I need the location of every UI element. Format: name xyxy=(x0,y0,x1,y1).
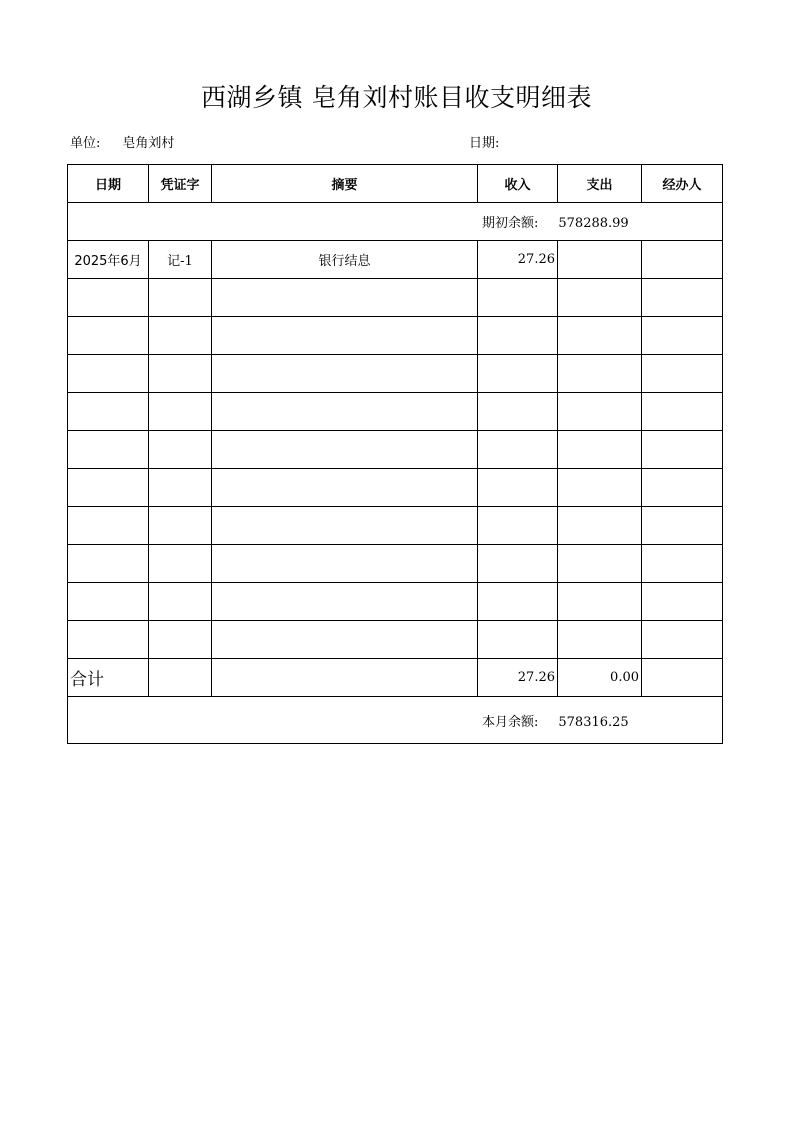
row-expense xyxy=(558,355,642,393)
row-voucher: 记-1 xyxy=(149,241,212,279)
row-date xyxy=(68,393,149,431)
row-handler xyxy=(642,583,723,621)
table-row xyxy=(68,621,723,659)
row-handler xyxy=(642,355,723,393)
ledger-table xyxy=(67,164,723,744)
row-summary xyxy=(212,507,478,545)
row-income xyxy=(478,317,558,355)
row-summary xyxy=(212,317,478,355)
date-label: 日期: xyxy=(469,136,500,151)
table-row xyxy=(68,355,723,393)
row-expense xyxy=(558,241,642,279)
row-voucher xyxy=(149,507,212,545)
row-voucher xyxy=(149,393,212,431)
row-income xyxy=(478,279,558,317)
opening-balance-label: 期初余额: xyxy=(482,216,539,231)
row-income xyxy=(478,469,558,507)
opening-balance xyxy=(68,203,723,241)
row-voucher xyxy=(149,355,212,393)
total-handler xyxy=(642,659,723,697)
total-row xyxy=(68,659,723,697)
row-income xyxy=(478,545,558,583)
row-voucher xyxy=(149,621,212,659)
table-row xyxy=(68,241,723,279)
table-row xyxy=(68,545,723,583)
row-income xyxy=(478,431,558,469)
total-summary xyxy=(212,659,478,697)
col-expense-header: 支出 xyxy=(558,165,642,203)
row-voucher xyxy=(149,469,212,507)
table-row xyxy=(68,469,723,507)
row-date xyxy=(68,279,149,317)
row-handler xyxy=(642,317,723,355)
opening-balance-row xyxy=(68,203,723,241)
row-expense xyxy=(558,393,642,431)
table-row xyxy=(68,279,723,317)
closing-balance xyxy=(68,697,723,744)
row-income xyxy=(478,583,558,621)
row-handler xyxy=(642,279,723,317)
unit-label: 单位: xyxy=(70,136,101,151)
row-income xyxy=(478,507,558,545)
row-handler xyxy=(642,621,723,659)
row-date xyxy=(68,507,149,545)
row-voucher xyxy=(149,431,212,469)
row-income xyxy=(478,393,558,431)
table-row xyxy=(68,507,723,545)
closing-balance-amount: 578316.25 xyxy=(558,714,629,730)
closing-balance-row xyxy=(68,697,723,744)
table-row xyxy=(68,431,723,469)
unit-field xyxy=(70,132,174,151)
total-income: 27.26 xyxy=(478,659,558,697)
row-summary xyxy=(212,393,478,431)
row-summary xyxy=(212,621,478,659)
row-date xyxy=(68,545,149,583)
row-expense xyxy=(558,621,642,659)
opening-balance-amount: 578288.99 xyxy=(558,216,629,231)
row-summary xyxy=(212,355,478,393)
row-summary xyxy=(212,469,478,507)
row-expense xyxy=(558,431,642,469)
row-voucher xyxy=(149,583,212,621)
col-income-header: 收入 xyxy=(478,165,558,203)
table-row xyxy=(68,583,723,621)
row-summary xyxy=(212,279,478,317)
row-summary xyxy=(212,431,478,469)
row-date xyxy=(68,621,149,659)
row-income: 27.26 xyxy=(478,241,558,279)
row-date xyxy=(68,431,149,469)
row-expense xyxy=(558,469,642,507)
col-handler-header: 经办人 xyxy=(642,165,723,203)
row-handler xyxy=(642,431,723,469)
row-handler xyxy=(642,393,723,431)
table-row xyxy=(68,317,723,355)
row-handler xyxy=(642,507,723,545)
row-handler xyxy=(642,469,723,507)
row-expense xyxy=(558,583,642,621)
row-handler xyxy=(642,241,723,279)
col-voucher-header: 凭证字 xyxy=(149,165,212,203)
col-date-header: 日期 xyxy=(68,165,149,203)
date-field xyxy=(469,132,521,151)
row-summary: 银行结息 xyxy=(212,241,478,279)
row-expense xyxy=(558,545,642,583)
header-row xyxy=(68,165,723,203)
page-title: 西湖乡镇 皂角刘村账目收支明细表 xyxy=(201,83,592,112)
total-voucher xyxy=(149,659,212,697)
unit-value: 皂角刘村 xyxy=(122,136,175,151)
row-expense xyxy=(558,507,642,545)
row-voucher xyxy=(149,317,212,355)
col-summary-header: 摘要 xyxy=(212,165,478,203)
row-date xyxy=(68,583,149,621)
row-summary xyxy=(212,545,478,583)
row-date: 2025年6月 xyxy=(68,241,149,279)
table-row xyxy=(68,393,723,431)
row-expense xyxy=(558,317,642,355)
row-summary xyxy=(212,583,478,621)
total-label: 合计 xyxy=(68,659,149,697)
row-income xyxy=(478,355,558,393)
total-expense: 0.00 xyxy=(558,659,642,697)
closing-balance-label: 本月余额: xyxy=(482,714,539,730)
row-handler xyxy=(642,545,723,583)
row-income xyxy=(478,621,558,659)
row-date xyxy=(68,317,149,355)
row-voucher xyxy=(149,279,212,317)
row-date xyxy=(68,469,149,507)
row-expense xyxy=(558,279,642,317)
row-voucher xyxy=(149,545,212,583)
row-date xyxy=(68,355,149,393)
